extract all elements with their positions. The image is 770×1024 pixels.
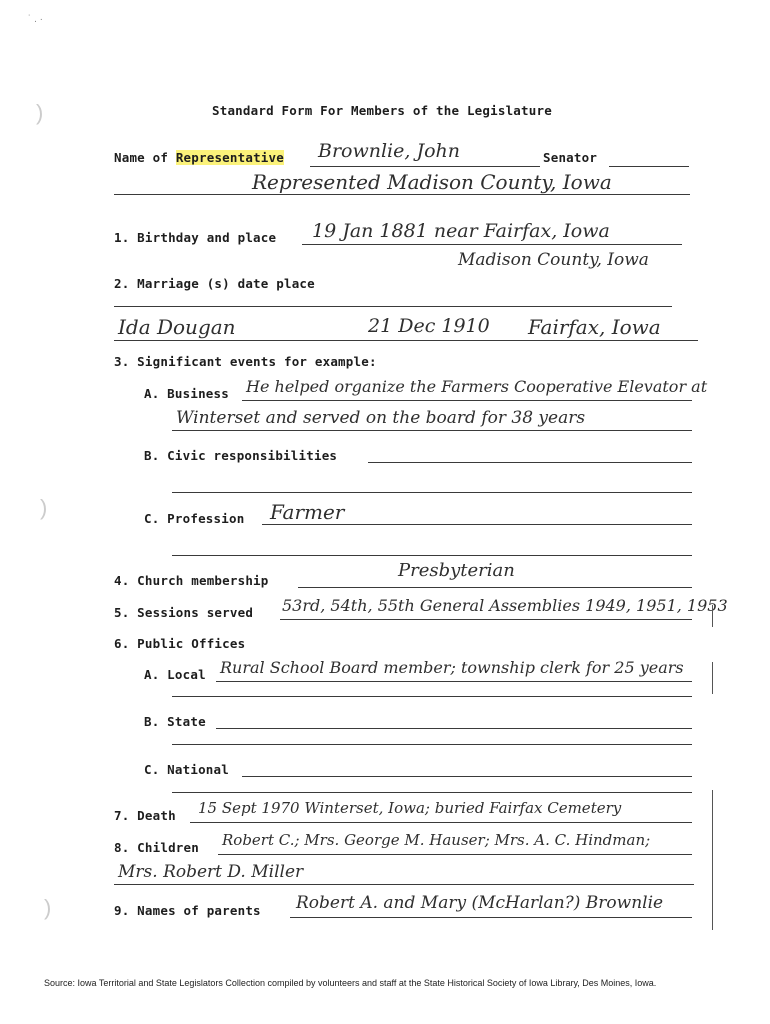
business-handwriting-line1: He helped organize the Farmers Cooperative Elevator at	[246, 377, 708, 396]
representative-highlight: Representative	[175, 150, 284, 165]
profession-line-2	[172, 555, 692, 556]
local-line-1	[216, 681, 692, 682]
children-line-2	[114, 884, 694, 885]
scan-hole-mark: )	[36, 100, 44, 125]
parents-line	[290, 917, 692, 918]
civic-label: B. Civic responsibilities	[144, 448, 338, 463]
events-label: 3. Significant events for example:	[114, 354, 377, 369]
business-handwriting-line2: Winterset and served on the board for 38 years	[176, 408, 586, 428]
national-line-2	[172, 792, 692, 793]
sessions-handwriting: 53rd, 54th, 55th General Assemblies 1949, 1951, 1953	[282, 596, 728, 615]
business-line-1	[242, 400, 692, 401]
marriage-line-1	[114, 306, 672, 307]
death-line	[190, 822, 692, 823]
sessions-label: 5. Sessions served	[114, 605, 254, 620]
state-line-2	[172, 744, 692, 745]
national-label: C. National	[144, 762, 229, 777]
church-handwriting: Presbyterian	[398, 560, 515, 581]
state-label: B. State	[144, 714, 206, 729]
sessions-line	[280, 619, 692, 620]
business-label: A. Business	[144, 386, 229, 401]
represented-handwriting: Represented Madison County, Iowa	[252, 170, 612, 194]
scan-hole-mark: )	[44, 895, 52, 920]
birthday-label: 1. Birthday and place	[114, 230, 277, 245]
marriage-place-handwriting: Fairfax, Iowa	[528, 315, 661, 339]
public-offices-label: 6. Public Offices	[114, 636, 246, 651]
name-label	[114, 150, 284, 165]
parents-handwriting: Robert A. and Mary (McHarlan?) Brownlie	[296, 893, 664, 913]
sessions-edge-mark	[712, 605, 713, 627]
church-label: 4. Church membership	[114, 573, 269, 588]
national-line-1	[242, 776, 692, 777]
birthday-handwriting: 19 Jan 1881 near Fairfax, Iowa	[312, 220, 610, 242]
marriage-spouse-handwriting: Ida Dougan	[118, 315, 236, 339]
birthday-line	[302, 244, 682, 245]
civic-line-2	[172, 492, 692, 493]
marriage-line-2	[114, 340, 698, 341]
death-label: 7. Death	[114, 808, 176, 823]
profession-label: C. Profession	[144, 511, 245, 526]
scan-hole-mark: )	[40, 495, 48, 520]
name-handwriting: Brownlie, John	[318, 140, 460, 162]
children-label: 8. Children	[114, 840, 199, 855]
business-line-2	[172, 430, 692, 431]
scan-speck: ˙ . ·	[28, 14, 43, 25]
birthplace-county-handwriting: Madison County, Iowa	[458, 250, 649, 270]
senator-line	[609, 166, 689, 167]
parents-label: 9. Names of parents	[114, 903, 261, 918]
children-handwriting-line1: Robert C.; Mrs. George M. Hauser; Mrs. A. C. Hindman;	[222, 831, 651, 849]
profession-handwriting: Farmer	[270, 500, 345, 524]
marriage-label: 2. Marriage (s) date place	[114, 276, 315, 291]
senator-label: Senator	[543, 150, 598, 165]
form-title: Standard Form For Members of the Legislature	[212, 103, 552, 118]
local-handwriting: Rural School Board member; township clerk for 25 years	[220, 658, 684, 677]
death-handwriting: 15 Sept 1970 Winterset, Iowa; buried Fairfax Cemetery	[198, 799, 622, 817]
state-line-1	[216, 728, 692, 729]
source-caption: Source: Iowa Territorial and State Legislators Collection compiled by volunteers and staff at the State Historical Society of Iowa Library, Des Moines, Iowa.	[44, 978, 657, 988]
right-margin-line	[712, 790, 713, 930]
profession-line-1	[262, 524, 692, 525]
name-label-prefix: Name of	[114, 150, 176, 165]
civic-line-1	[368, 462, 692, 463]
local-label: A. Local	[144, 667, 206, 682]
children-line-1	[218, 854, 692, 855]
name-line	[310, 166, 540, 167]
local-line-2	[172, 696, 692, 697]
local-edge-mark	[712, 662, 713, 694]
church-line	[298, 587, 692, 588]
children-handwriting-line2: Mrs. Robert D. Miller	[118, 862, 304, 882]
name-line-2	[114, 194, 690, 195]
marriage-date-handwriting: 21 Dec 1910	[368, 315, 490, 337]
